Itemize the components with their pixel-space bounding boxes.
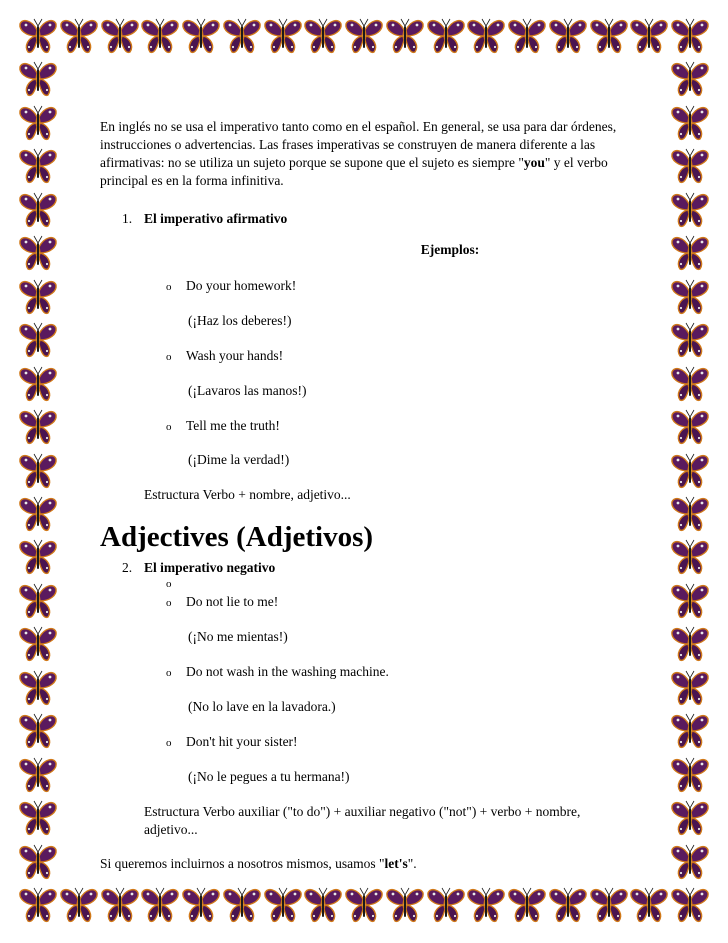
- example-spanish: (¡Dime la verdad!): [188, 452, 290, 468]
- example-english: Do not wash in the washing machine.: [186, 664, 389, 680]
- butterfly-icon: [672, 758, 708, 791]
- example-spanish: (¡Haz los deberes!): [188, 312, 292, 328]
- butterfly-icon: [20, 323, 56, 356]
- butterfly-icon: [672, 236, 708, 269]
- butterfly-icon: [20, 714, 56, 747]
- example-english: Don't hit your sister!: [186, 733, 298, 749]
- butterfly-icon: [20, 888, 56, 921]
- example-spanish: (¡Lavaros las manos!): [188, 382, 307, 398]
- butterfly-icon: [20, 193, 56, 226]
- examples-list-negative: [100, 593, 640, 786]
- butterfly-icon: [20, 280, 56, 313]
- butterfly-icon: [305, 888, 341, 921]
- example-item: [166, 663, 640, 698]
- butterfly-icon: [20, 671, 56, 704]
- butterfly-icon: [224, 19, 260, 52]
- structure-negative: Estructura Verbo auxiliar ("to do") + auxiliar negativo ("not") + verbo + nombre, adjetivo...: [144, 803, 581, 837]
- butterfly-icon: [672, 62, 708, 95]
- butterfly-icon: [20, 584, 56, 617]
- closing-paragraph: [100, 855, 640, 873]
- butterfly-icon: [428, 888, 464, 921]
- butterfly-icon: [20, 106, 56, 139]
- example-english: Tell me the truth!: [186, 417, 280, 433]
- bullet-icon: o: [166, 667, 172, 680]
- butterfly-icon: [183, 19, 219, 52]
- example-spanish: (No lo lave en la lavadora.): [188, 699, 336, 714]
- heading-adjectives: Adjectives (Adjetivos): [100, 521, 374, 554]
- butterfly-icon: [387, 19, 423, 52]
- butterfly-icon: [20, 758, 56, 791]
- butterfly-icon: [591, 19, 627, 52]
- butterfly-icon: [265, 19, 301, 52]
- butterfly-icon: [672, 497, 708, 530]
- example-item: [166, 593, 640, 628]
- butterfly-icon: [550, 888, 586, 921]
- butterfly-icon: [20, 62, 56, 95]
- butterfly-icon: [672, 454, 708, 487]
- example-english: Do your homework!: [186, 277, 297, 293]
- butterfly-icon: [672, 845, 708, 878]
- bullet-icon: o: [166, 420, 172, 433]
- butterfly-icon: [387, 888, 423, 921]
- example-item: [166, 733, 640, 768]
- structure-affirmative: Estructura Verbo + nombre, adjetivo...: [144, 487, 351, 503]
- butterfly-icon: [672, 323, 708, 356]
- intro-text-2: " y el verbo principal es en la forma infinitiva.: [100, 154, 608, 188]
- butterfly-icon: [672, 584, 708, 617]
- intro-paragraph: [100, 118, 640, 190]
- butterfly-icon: [265, 888, 301, 921]
- intro-text-1: En inglés no se usa el imperativo tanto como en el español. En general, se usa para dar órdenes, instrucciones o advertencias. Las frases imperativas se construyen de manera diferente a las afirmativas: no se utiliza un sujeto porque se supone que el sujeto es siempre ": [100, 119, 617, 170]
- butterfly-icon: [20, 149, 56, 182]
- butterfly-icon: [428, 19, 464, 52]
- butterfly-icon: [20, 540, 56, 573]
- butterfly-icon: [224, 888, 260, 921]
- example-spanish: (¡No le pegues a tu hermana!): [188, 768, 350, 784]
- empty-bullet-item: [166, 577, 640, 591]
- butterfly-icon: [672, 19, 708, 52]
- butterfly-icon: [672, 714, 708, 747]
- butterfly-icon: [20, 410, 56, 443]
- example-item: [166, 347, 640, 382]
- butterfly-icon: [672, 149, 708, 182]
- butterfly-icon: [468, 19, 504, 52]
- butterfly-icon: [631, 19, 667, 52]
- butterfly-icon: [672, 671, 708, 704]
- butterfly-icon: [142, 19, 178, 52]
- butterfly-icon: [20, 454, 56, 487]
- bullet-icon: o: [166, 597, 172, 610]
- bullet-icon: o: [166, 578, 172, 591]
- butterfly-icon: [672, 410, 708, 443]
- butterfly-icon: [672, 367, 708, 400]
- butterfly-icon: [20, 627, 56, 660]
- butterfly-icon: [183, 888, 219, 921]
- butterfly-icon: [672, 193, 708, 226]
- closing-bold-lets: let's: [384, 855, 408, 871]
- butterfly-icon: [20, 845, 56, 878]
- butterfly-icon: [20, 236, 56, 269]
- example-spanish: (¡No me mientas!): [188, 629, 288, 645]
- section-title: El imperativo afirmativo: [144, 210, 288, 226]
- list-number: 1.: [122, 210, 133, 226]
- butterfly-icon: [672, 540, 708, 573]
- closing-text-2: ".: [407, 855, 417, 871]
- butterfly-icon: [346, 888, 382, 921]
- list-number: 2.: [122, 560, 133, 576]
- intro-bold-you: you: [523, 154, 545, 170]
- butterfly-icon: [142, 888, 178, 921]
- examples-list-affirmative: [100, 277, 640, 470]
- butterfly-icon: [672, 888, 708, 921]
- closing-text-1: Si queremos incluirnos a nosotros mismos, usamos ": [100, 855, 385, 871]
- section-title: El imperativo negativo: [144, 560, 276, 576]
- list-item-imperativo-afirmativo: [122, 210, 640, 228]
- butterfly-icon: [672, 280, 708, 313]
- butterfly-icon: [591, 888, 627, 921]
- example-item: [166, 417, 640, 452]
- bullet-icon: o: [166, 736, 172, 749]
- butterfly-icon: [305, 19, 341, 52]
- butterfly-icon: [672, 627, 708, 660]
- butterfly-icon: [346, 19, 382, 52]
- butterfly-icon: [61, 888, 97, 921]
- bullet-icon: o: [166, 280, 172, 293]
- butterfly-icon: [20, 497, 56, 530]
- example-item: [166, 277, 640, 312]
- example-english: Do not lie to me!: [186, 594, 279, 610]
- butterfly-icon: [61, 19, 97, 52]
- butterfly-icon: [631, 888, 667, 921]
- butterfly-icon: [102, 19, 138, 52]
- butterfly-icon: [20, 19, 56, 52]
- butterfly-icon: [672, 801, 708, 834]
- butterfly-icon: [468, 888, 504, 921]
- butterfly-icon: [509, 19, 545, 52]
- butterfly-icon: [509, 888, 545, 921]
- butterfly-icon: [20, 801, 56, 834]
- butterfly-icon: [20, 367, 56, 400]
- example-english: Wash your hands!: [186, 347, 284, 363]
- butterfly-icon: [550, 19, 586, 52]
- butterfly-icon: [102, 888, 138, 921]
- list-item-imperativo-negativo: [122, 559, 640, 577]
- document-page: [100, 118, 640, 886]
- bullet-icon: o: [166, 350, 172, 363]
- butterfly-icon: [672, 106, 708, 139]
- examples-label: Ejemplos:: [420, 241, 480, 257]
